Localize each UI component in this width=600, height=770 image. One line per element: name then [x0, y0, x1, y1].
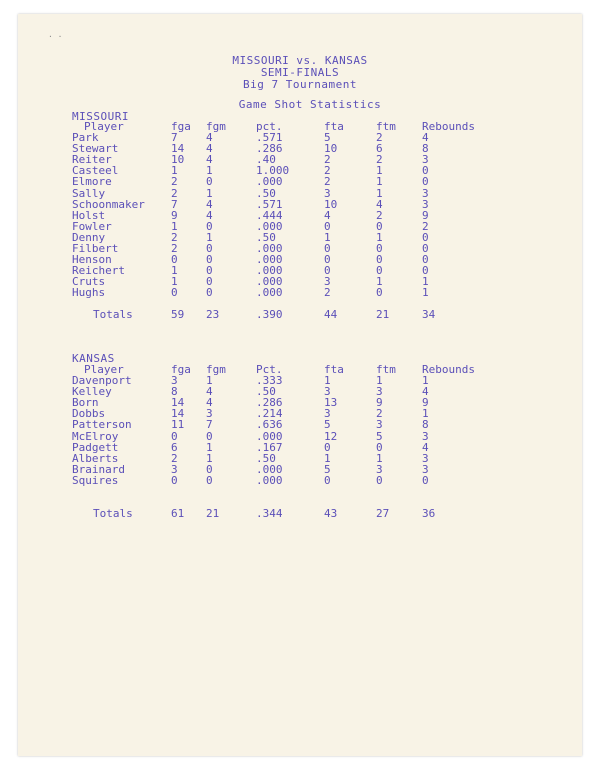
fga-cell: 6: [171, 440, 178, 454]
player-name: Patterson: [72, 418, 132, 432]
fta-cell: 5: [324, 131, 331, 145]
fta-cell: 12: [324, 429, 338, 443]
fta-cell: 3: [324, 385, 331, 399]
rebounds-cell: 0: [422, 473, 429, 487]
ftm-cell: 4: [376, 197, 383, 211]
fgm-cell: 3: [206, 407, 213, 421]
rebounds-cell: 1: [422, 407, 429, 421]
fgm-cell: 4: [206, 385, 213, 399]
rebounds-cell: 9: [422, 396, 429, 410]
pct-cell: .000: [256, 242, 283, 256]
rebounds-cell: 9: [422, 208, 429, 222]
fta-cell: 0: [324, 473, 331, 487]
missouri-totals-row: [18, 309, 582, 321]
pct-cell: .571: [256, 197, 283, 211]
fga-cell: 2: [171, 242, 178, 256]
player-name: Casteel: [72, 164, 119, 178]
column-header-player: Player: [84, 120, 124, 133]
fta-cell: 0: [324, 242, 331, 256]
fta-cell: 13: [324, 396, 338, 410]
column-header-fta: fta: [324, 363, 344, 376]
fta-cell: 0: [324, 440, 331, 454]
player-name: Reichert: [72, 264, 125, 278]
fta-cell: 3: [324, 186, 331, 200]
rebounds-cell: 1: [422, 286, 429, 300]
pct-cell: .000: [256, 175, 283, 189]
fga-cell: 14: [171, 396, 185, 410]
ftm-cell: 1: [376, 374, 383, 388]
ftm-cell: 0: [376, 242, 383, 256]
column-header-fgm: fgm: [206, 120, 226, 133]
fgm-cell: 1: [206, 451, 213, 465]
ftm-cell: 2: [376, 131, 383, 145]
table-row: [18, 287, 582, 298]
fta-cell: 0: [324, 264, 331, 278]
ftm-cell: 1: [376, 451, 383, 465]
ftm-cell: 0: [376, 219, 383, 233]
column-header-ftm: ftm: [376, 363, 396, 376]
fga-cell: 7: [171, 197, 178, 211]
ftm-cell: 6: [376, 142, 383, 156]
fgm-cell: 1: [206, 374, 213, 388]
totals-fga: 59: [171, 308, 185, 321]
fta-cell: 1: [324, 230, 331, 244]
ftm-cell: 5: [376, 429, 383, 443]
rebounds-cell: 2: [422, 219, 429, 233]
pct-cell: .286: [256, 396, 283, 410]
fga-cell: 7: [171, 131, 178, 145]
fta-cell: 1: [324, 451, 331, 465]
document-title: MISSOURI vs. KANSAS: [232, 54, 368, 67]
fta-cell: 10: [324, 197, 338, 211]
rebounds-cell: 1: [422, 275, 429, 289]
kansas-totals-row: [18, 508, 582, 520]
rebounds-cell: 3: [422, 451, 429, 465]
column-header-player: Player: [84, 363, 124, 376]
pct-cell: .40: [256, 153, 276, 167]
fga-cell: 2: [171, 230, 178, 244]
fta-cell: 1: [324, 374, 331, 388]
fgm-cell: 0: [206, 429, 213, 443]
totals-rebounds: 34: [422, 308, 436, 321]
totals-pct: .344: [256, 507, 283, 520]
player-name: Holst: [72, 208, 106, 222]
section-title: Game Shot Statistics: [238, 98, 382, 111]
fgm-cell: 4: [206, 153, 213, 167]
rebounds-cell: 0: [422, 264, 429, 278]
column-header-fta: fta: [324, 120, 344, 133]
fga-cell: 1: [171, 164, 178, 178]
fta-cell: 5: [324, 462, 331, 476]
column-header-ftm: ftm: [376, 120, 396, 133]
pct-cell: .50: [256, 230, 276, 244]
player-name: Henson: [72, 253, 112, 267]
fta-cell: 10: [324, 142, 338, 156]
table-row: [18, 475, 582, 486]
ftm-cell: 3: [376, 418, 383, 432]
ftm-cell: 0: [376, 440, 383, 454]
ftm-cell: 0: [376, 473, 383, 487]
fgm-cell: 1: [206, 230, 213, 244]
pct-cell: .000: [256, 264, 283, 278]
fga-cell: 1: [171, 264, 178, 278]
kansas-table: [18, 364, 582, 486]
player-name: Squires: [72, 473, 119, 487]
ftm-cell: 0: [376, 253, 383, 267]
pct-cell: .636: [256, 418, 283, 432]
totals-fga: 61: [171, 507, 185, 520]
fga-cell: 1: [171, 275, 178, 289]
missouri-table: [18, 121, 582, 299]
rebounds-cell: 4: [422, 440, 429, 454]
fga-cell: 10: [171, 153, 185, 167]
event-name: Big 7 Tournament: [243, 78, 357, 91]
totals-rebounds: 36: [422, 507, 436, 520]
totals-fta: 43: [324, 507, 338, 520]
ftm-cell: 2: [376, 208, 383, 222]
stat-sheet: [18, 14, 582, 756]
rebounds-cell: 3: [422, 186, 429, 200]
player-name: Fowler: [72, 219, 112, 233]
player-name: Dobbs: [72, 407, 106, 421]
table-row: [18, 176, 582, 187]
fga-cell: 0: [171, 429, 178, 443]
column-header-fga: fga: [171, 363, 191, 376]
ftm-cell: 0: [376, 264, 383, 278]
fgm-cell: 4: [206, 396, 213, 410]
column-header-pct: Pct.: [256, 363, 283, 376]
fga-cell: 2: [171, 451, 178, 465]
fga-cell: 3: [171, 462, 178, 476]
player-name: Alberts: [72, 451, 119, 465]
fga-cell: 0: [171, 473, 178, 487]
rebounds-cell: 4: [422, 131, 429, 145]
table-row: [18, 188, 582, 199]
pct-cell: 1.000: [256, 164, 290, 178]
player-name: Davenport: [72, 374, 132, 388]
player-name: Cruts: [72, 275, 106, 289]
totals-ftm: 21: [376, 308, 390, 321]
fga-cell: 9: [171, 208, 178, 222]
fga-cell: 11: [171, 418, 185, 432]
pct-cell: .50: [256, 451, 276, 465]
fgm-cell: 1: [206, 440, 213, 454]
fta-cell: 2: [324, 164, 331, 178]
fta-cell: 2: [324, 175, 331, 189]
team-name-missouri: MISSOURI: [72, 110, 129, 123]
totals-fgm: 21: [206, 507, 220, 520]
pct-cell: .000: [256, 219, 283, 233]
rebounds-cell: 0: [422, 253, 429, 267]
column-header-pct: pct.: [256, 120, 283, 133]
fta-cell: 0: [324, 219, 331, 233]
rebounds-cell: 1: [422, 374, 429, 388]
fgm-cell: 1: [206, 186, 213, 200]
totals-fta: 44: [324, 308, 338, 321]
fta-cell: 2: [324, 286, 331, 300]
rebounds-cell: 8: [422, 142, 429, 156]
ftm-cell: 3: [376, 462, 383, 476]
team-name-kansas: KANSAS: [72, 352, 115, 365]
rebounds-cell: 3: [422, 197, 429, 211]
player-name: Schoonmaker: [72, 197, 145, 211]
fgm-cell: 0: [206, 473, 213, 487]
fga-cell: 0: [171, 253, 178, 267]
player-name: Stewart: [72, 142, 119, 156]
fgm-cell: 1: [206, 164, 213, 178]
fgm-cell: 0: [206, 253, 213, 267]
table-row: [18, 386, 582, 397]
rebounds-cell: 0: [422, 175, 429, 189]
ftm-cell: 1: [376, 186, 383, 200]
fgm-cell: 0: [206, 275, 213, 289]
table-row: [18, 419, 582, 430]
pct-cell: .333: [256, 374, 283, 388]
player-name: Padgett: [72, 440, 119, 454]
column-header-fgm: fgm: [206, 363, 226, 376]
fgm-cell: 7: [206, 418, 213, 432]
fgm-cell: 0: [206, 286, 213, 300]
fga-cell: 8: [171, 385, 178, 399]
rebounds-cell: 3: [422, 462, 429, 476]
player-name: Sally: [72, 186, 106, 200]
paper-speck: · ·: [48, 32, 63, 41]
pct-cell: .50: [256, 385, 276, 399]
player-name: Filbert: [72, 242, 119, 256]
totals-pct: .390: [256, 308, 283, 321]
totals-label: Totals: [93, 308, 133, 321]
rebounds-cell: 8: [422, 418, 429, 432]
table-header-row: [18, 121, 582, 132]
player-name: McElroy: [72, 429, 119, 443]
fga-cell: 0: [171, 286, 178, 300]
totals-label: Totals: [93, 507, 133, 520]
pct-cell: .444: [256, 208, 283, 222]
fgm-cell: 4: [206, 131, 213, 145]
fta-cell: 2: [324, 153, 331, 167]
pct-cell: .000: [256, 286, 283, 300]
document-subtitle: SEMI-FINALS: [260, 66, 340, 79]
rebounds-cell: 3: [422, 429, 429, 443]
column-header-rebounds: Rebounds: [422, 120, 475, 133]
player-name: Brainard: [72, 462, 125, 476]
player-name: Hughs: [72, 286, 106, 300]
ftm-cell: 9: [376, 396, 383, 410]
player-name: Park: [72, 131, 99, 145]
rebounds-cell: 0: [422, 230, 429, 244]
fgm-cell: 0: [206, 264, 213, 278]
fta-cell: 4: [324, 208, 331, 222]
fta-cell: 5: [324, 418, 331, 432]
pct-cell: .571: [256, 131, 283, 145]
fga-cell: 3: [171, 374, 178, 388]
pct-cell: .50: [256, 186, 276, 200]
ftm-cell: 0: [376, 286, 383, 300]
ftm-cell: 3: [376, 385, 383, 399]
fgm-cell: 4: [206, 208, 213, 222]
player-name: Denny: [72, 230, 106, 244]
pct-cell: .000: [256, 275, 283, 289]
table-row: [18, 431, 582, 442]
ftm-cell: 1: [376, 164, 383, 178]
pct-cell: .000: [256, 473, 283, 487]
pct-cell: .167: [256, 440, 283, 454]
rebounds-cell: 0: [422, 164, 429, 178]
fgm-cell: 0: [206, 242, 213, 256]
rebounds-cell: 4: [422, 385, 429, 399]
fgm-cell: 0: [206, 462, 213, 476]
fga-cell: 14: [171, 407, 185, 421]
fgm-cell: 4: [206, 142, 213, 156]
pct-cell: .286: [256, 142, 283, 156]
pct-cell: .000: [256, 429, 283, 443]
pct-cell: .000: [256, 253, 283, 267]
fta-cell: 3: [324, 275, 331, 289]
pct-cell: .214: [256, 407, 283, 421]
fgm-cell: 0: [206, 219, 213, 233]
fta-cell: 3: [324, 407, 331, 421]
fga-cell: 1: [171, 219, 178, 233]
ftm-cell: 1: [376, 230, 383, 244]
ftm-cell: 2: [376, 407, 383, 421]
ftm-cell: 1: [376, 275, 383, 289]
column-header-rebounds: Rebounds: [422, 363, 475, 376]
player-name: Reiter: [72, 153, 112, 167]
player-name: Elmore: [72, 175, 112, 189]
fta-cell: 0: [324, 253, 331, 267]
fga-cell: 2: [171, 186, 178, 200]
rebounds-cell: 0: [422, 242, 429, 256]
ftm-cell: 2: [376, 153, 383, 167]
fga-cell: 14: [171, 142, 185, 156]
ftm-cell: 1: [376, 175, 383, 189]
fgm-cell: 4: [206, 197, 213, 211]
fgm-cell: 0: [206, 175, 213, 189]
rebounds-cell: 3: [422, 153, 429, 167]
player-name: Born: [72, 396, 99, 410]
player-name: Kelley: [72, 385, 112, 399]
totals-ftm: 27: [376, 507, 390, 520]
totals-fgm: 23: [206, 308, 220, 321]
column-header-fga: fga: [171, 120, 191, 133]
fga-cell: 2: [171, 175, 178, 189]
pct-cell: .000: [256, 462, 283, 476]
